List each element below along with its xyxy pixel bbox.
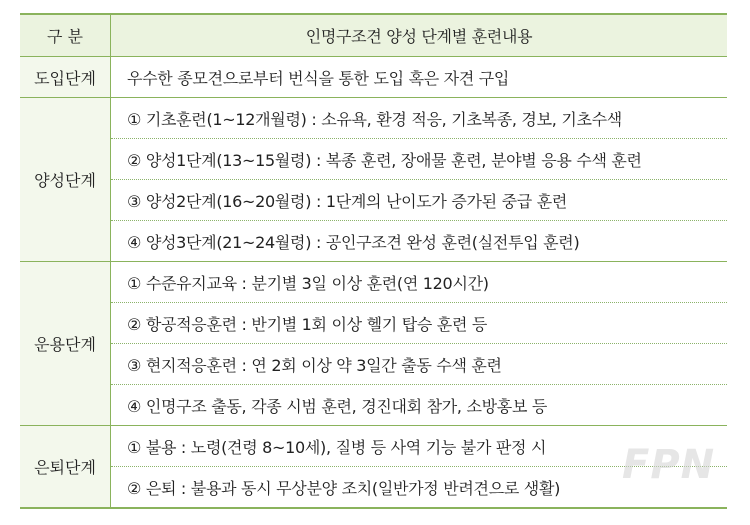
fpn-watermark: FPN (622, 442, 716, 488)
stage-retirement (20, 426, 727, 507)
stage-item: ② 항공적응훈련 : 반기별 1회 이상 헬기 탑승 훈련 등 (111, 303, 727, 344)
stage-name: 은퇴단계 (20, 426, 111, 507)
table-header-row (20, 15, 727, 57)
stage-item: 우수한 종모견으로부터 번식을 통한 도입 혹은 자견 구입 (127, 68, 510, 88)
header-content: 인명구조견 양성 단계별 훈련내용 (305, 26, 533, 46)
stage-item: ③ 양성2단계(16~20월령) : 1단계의 난이도가 증가된 중급 훈련 (111, 180, 727, 221)
stage-name: 운용단계 (20, 262, 111, 425)
stage-intro (20, 57, 727, 98)
stage-item: ② 양성1단계(13~15월령) : 복종 훈련, 장애물 훈련, 분야별 응용 수색 훈련 (111, 139, 727, 180)
stage-item: ② 은퇴 : 불용과 동시 무상분양 조치(일반가정 반려견으로 생활) (127, 478, 561, 498)
stage-name: 도입단계 (20, 57, 111, 97)
stage-item: ① 기초훈련(1~12개월령) : 소유욕, 환경 적응, 기초복종, 경보, 기초수색 (111, 98, 727, 139)
stage-training (20, 98, 727, 262)
stage-item: ④ 양성3단계(21~24월령) : 공인구조견 완성 훈련(실전투입 훈련) (127, 232, 580, 252)
stage-item: ① 수준유지교육 : 분기별 3일 이상 훈련(연 120시간) (111, 262, 727, 303)
stage-item: ① 불용 : 노령(견령 8~10세), 질병 등 사역 기능 불가 판정 시 (111, 426, 727, 467)
stage-item: ③ 현지적응훈련 : 연 2회 이상 약 3일간 출동 수색 훈련 (111, 344, 727, 385)
table-bottom-rule (20, 507, 727, 509)
stage-item: ④ 인명구조 출동, 각종 시범 훈련, 경진대회 참가, 소방홍보 등 (127, 396, 548, 416)
stage-name: 양성단계 (20, 98, 111, 261)
stage-operation (20, 262, 727, 426)
training-table (20, 13, 727, 509)
header-category: 구 분 (20, 15, 111, 56)
